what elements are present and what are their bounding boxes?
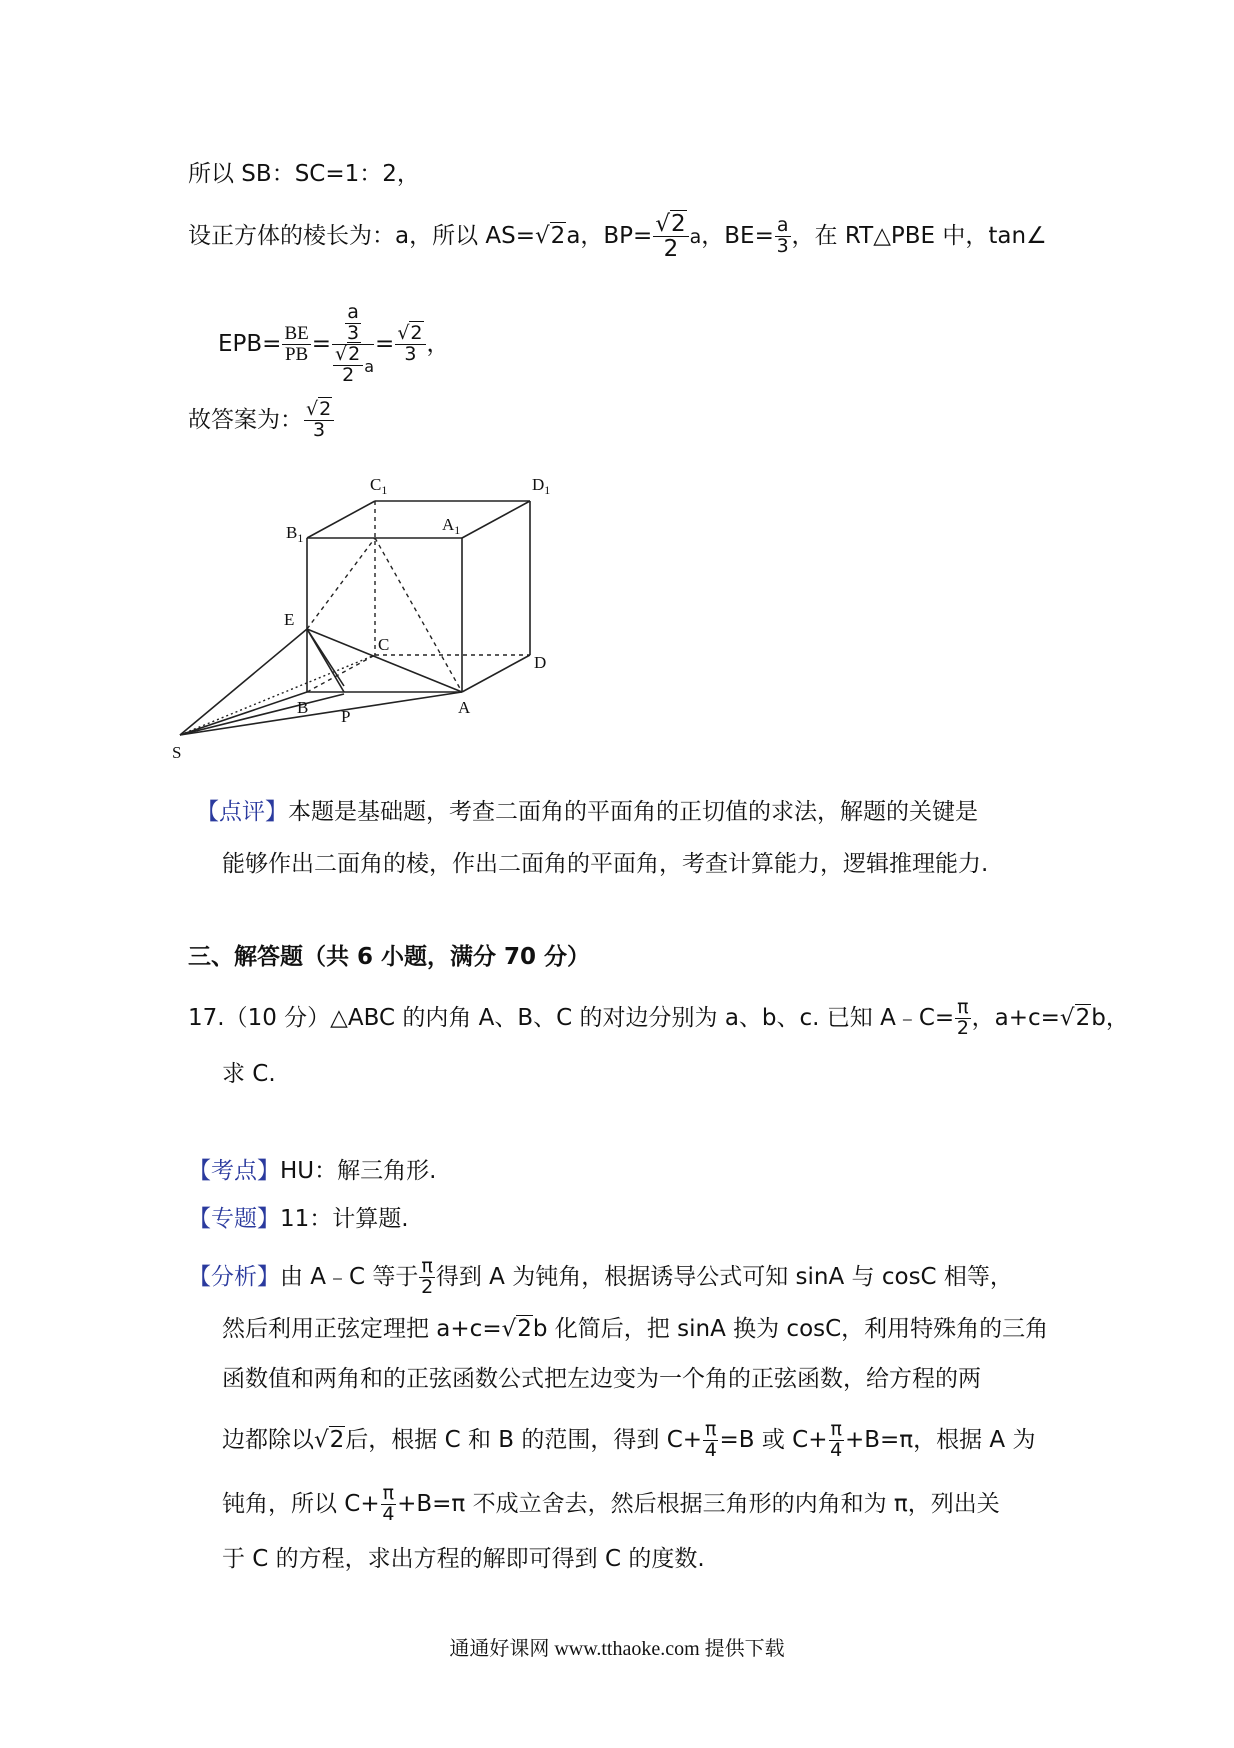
text: 本题是基础题，考查二面角的平面角的正切值的求法，解题的关键是 xyxy=(288,799,978,825)
hidden-line-o-a xyxy=(375,538,462,692)
edge-a-d xyxy=(462,655,530,692)
text: ，a+c= xyxy=(971,1004,1060,1031)
text: = xyxy=(311,330,332,357)
fraction-result: $\frac{√2}{3}$ xyxy=(395,324,425,365)
text: 得到 A 为钝角，根据诱导公式可知 sinA 与 cosC 相等， xyxy=(435,1263,1013,1290)
question-17-line-2: 求 C. xyxy=(222,1061,276,1087)
question-17-line-1 xyxy=(188,998,1129,1039)
line-sb-sc-ratio: 所以 SB：SC=1：2， xyxy=(188,161,420,187)
cube-figure xyxy=(172,468,560,768)
label-a: A xyxy=(458,698,471,717)
fraction-pi-2: $\frac{\pi}{2}$ xyxy=(956,996,969,1039)
fenxi-line-3: 函数值和两角和的正弦函数公式把左边变为一个角的正弦函数，给方程的两 xyxy=(222,1366,981,1392)
fraction-be-pb: $\frac{BE}{PB}$ xyxy=(284,322,309,365)
text: b， xyxy=(1091,1004,1129,1031)
sqrt: √2 xyxy=(1059,1004,1091,1031)
fraction-answer: $\frac{√2}{3}$ xyxy=(304,400,334,441)
text: 然后利用正弦定理把 a+c= xyxy=(222,1316,502,1342)
fraction-pi-4: $\frac{\pi}{4}$ xyxy=(704,1418,717,1461)
zhuanti-tag: 【专题】 xyxy=(188,1206,280,1232)
text: = xyxy=(375,330,395,357)
edge-b1-c1 xyxy=(307,501,375,538)
label-p: P xyxy=(341,707,351,726)
zhuanti-line xyxy=(188,1205,409,1233)
text: 11：计算题. xyxy=(280,1206,409,1232)
fenxi-line-2 xyxy=(222,1315,1048,1343)
label-b: B xyxy=(297,698,309,717)
sqrt: √2 xyxy=(501,1316,532,1342)
line-s-a xyxy=(180,692,462,735)
label-b1: $B_1$ xyxy=(286,523,304,545)
comment-line-1 xyxy=(196,798,978,826)
line-e-pb xyxy=(307,629,344,692)
text: 钝角，所以 C+ xyxy=(222,1490,380,1517)
fraction-bp: $\frac{√2}{2}$ xyxy=(653,212,688,261)
text: +B=π 不成立舍去，然后根据三角形的内角和为 π，列出关 xyxy=(397,1490,1000,1517)
section-title: 三、解答题（共 6 小题，满分 70 分） xyxy=(188,944,591,970)
text: ，BE= xyxy=(701,223,774,250)
line-answer xyxy=(188,400,335,441)
comment-tag: 【点评】 xyxy=(196,799,288,825)
sqrt: √2 xyxy=(314,1426,345,1453)
comment-line-2: 能够作出二面角的棱，作出二面角的平面角，考查计算能力，逻辑推理能力. xyxy=(222,851,989,877)
sqrt: √2 xyxy=(535,223,566,250)
fraction-pi-2: $\frac{\pi}{2}$ xyxy=(421,1255,434,1298)
text: ，在 RT△PBE 中，tan∠ xyxy=(791,223,1047,250)
text: 边都除以 xyxy=(222,1426,314,1453)
line-edge-length xyxy=(188,212,1047,261)
label-s: S xyxy=(172,743,182,762)
fenxi-tag: 【分析】 xyxy=(188,1263,280,1290)
text: =B 或 C+ xyxy=(719,1426,828,1453)
label-e: E xyxy=(284,610,295,629)
hidden-line-e-o xyxy=(307,538,375,629)
text: 设正方体的棱长为：a，所以 AS= xyxy=(188,223,536,250)
text: HU：解三角形. xyxy=(280,1158,437,1184)
text: a，BP= xyxy=(566,223,653,250)
fraction-pi-4: $\frac{\pi}{4}$ xyxy=(382,1482,395,1525)
fraction-pi-4: $\frac{\pi}{4}$ xyxy=(830,1418,843,1461)
text: EPB= xyxy=(218,330,282,357)
text: +B=π，根据 A 为 xyxy=(844,1426,1036,1453)
text: a xyxy=(689,226,702,249)
line-s-b xyxy=(180,692,307,735)
label-a1: $A_1$ xyxy=(442,515,461,537)
fenxi-line-5 xyxy=(222,1484,1000,1525)
kaodian-tag: 【考点】 xyxy=(188,1158,280,1184)
fenxi-line-6: 于 C 的方程，求出方程的解即可得到 C 的度数. xyxy=(222,1546,705,1572)
line-tan-epb xyxy=(218,303,450,386)
text: 后，根据 C 和 B 的范围，得到 C+ xyxy=(345,1426,703,1453)
compound-fraction: $\frac{a}{3}$ $\frac{√2}{2}$ a xyxy=(332,303,374,386)
text: ， xyxy=(426,330,450,357)
label-d: D xyxy=(534,653,547,672)
text: 故答案为： xyxy=(188,406,303,433)
fenxi-line-1 xyxy=(188,1257,1013,1298)
text: 由 A﹣C 等于 xyxy=(280,1263,419,1290)
kaodian-line xyxy=(188,1157,436,1185)
text: 17.（10 分）△ABC 的内角 A、B、C 的对边分别为 a、b、c. 已知 A﹣C= xyxy=(188,1004,955,1031)
text: b 化简后，把 sinA 换为 cosC，利用特殊角的三角 xyxy=(532,1316,1049,1342)
label-c: C xyxy=(378,635,390,654)
label-c1: $C_1$ xyxy=(370,475,388,497)
edge-d1-a1 xyxy=(462,501,530,538)
fenxi-line-4 xyxy=(222,1420,1035,1461)
label-d1: $D_1$ xyxy=(532,475,551,497)
page-footer: 通通好课网 www.tthaoke.com 提供下载 xyxy=(449,1638,785,1660)
fraction-be: $\frac{a}{3}$ xyxy=(776,214,789,258)
